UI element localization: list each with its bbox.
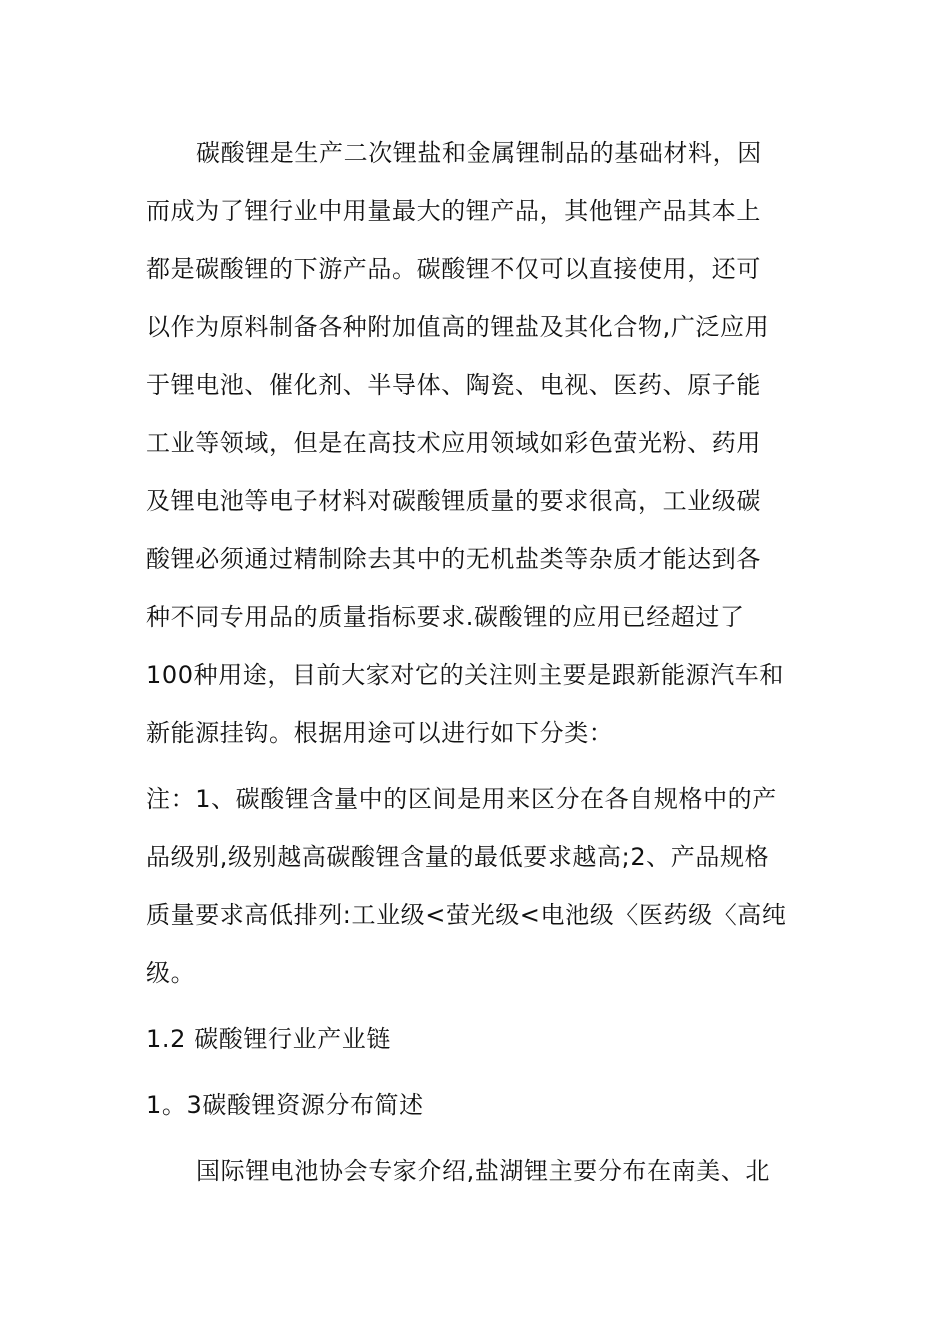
paragraph-line: 工业等领域，但是在高技术应用领域如彩色萤光粉、药用 [146,429,761,457]
paragraph-line: 100种用途，目前大家对它的关注则主要是跟新能源汽车和 [146,661,785,689]
note-line: 注：1、碳酸锂含量中的区间是用来区分在各自规格中的产 [146,785,777,813]
paragraph-line: 以作为原料制备各种附加值高的锂盐及其化合物,广泛应用 [146,313,770,341]
section-heading: 1。3碳酸锂资源分布简述 [146,1091,424,1119]
paragraph-line: 碳酸锂是生产二次锂盐和金属锂制品的基础材料，因 [196,139,762,167]
note-line: 级。 [146,959,196,987]
paragraph-line: 国际锂电池协会专家介绍,盐湖锂主要分布在南美、北 [196,1157,771,1185]
paragraph-line: 酸锂必须通过精制除去其中的无机盐类等杂质才能达到各 [146,545,761,573]
note-line: 质量要求高低排列:工业级<萤光级<电池级〈医药级〈高纯 [146,901,787,929]
section-heading: 1.2 碳酸锂行业产业链 [146,1025,391,1053]
paragraph-line: 新能源挂钩。根据用途可以进行如下分类： [146,719,614,747]
paragraph-line: 于锂电池、催化剂、半导体、陶瓷、电视、医药、原子能 [146,371,761,399]
paragraph-line: 种不同专用品的质量指标要求.碳酸锂的应用已经超过了 [146,603,745,631]
paragraph-line: 及锂电池等电子材料对碳酸锂质量的要求很高，工业级碳 [146,487,761,515]
paragraph-line: 都是碳酸锂的下游产品。碳酸锂不仅可以直接使用，还可 [146,255,761,283]
note-line: 品级别,级别越高碳酸锂含量的最低要求越高;2、产品规格 [146,843,770,871]
paragraph-line: 而成为了锂行业中用量最大的锂产品，其他锂产品其本上 [146,197,761,225]
